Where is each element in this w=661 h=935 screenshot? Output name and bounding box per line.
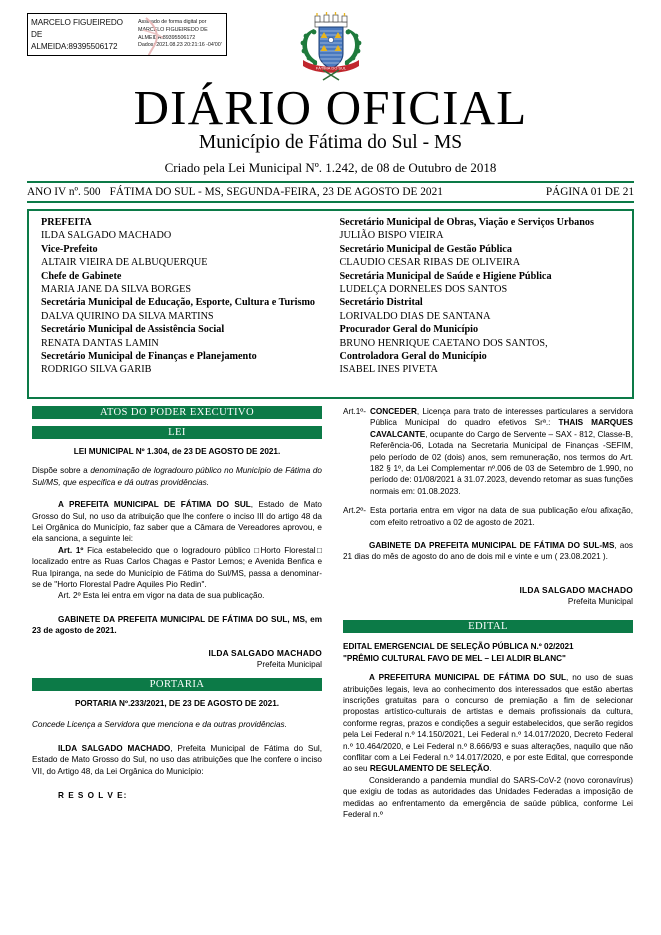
infobar-place-date: FÁTIMA DO SUL - MS, SEGUNDA-FEIRA, 23 DE AGOSTO DE 2021 [109,186,443,198]
official-role: Secretário Municipal de Assistência Social [41,324,225,336]
official-name: LUDELÇA DORNELES DOS SANTOS [339,284,508,296]
edital-paragraph-1 [343,672,633,775]
portaria-gabinete-text: , aos 21 dias do mês de agosto do ano de dois mil e vinte e um ( 23.08.2021 ). [343,541,633,562]
official-name: RENATA DANTAS LAMIN [41,337,159,349]
portaria-resolve: R E S O L V E: [58,791,128,801]
official-name: DALVA QUIRINO DA SILVA MARTINS [41,310,214,322]
gazette-subtitle: Município de Fátima do Sul - MS [198,132,463,153]
officials-box [27,209,634,399]
svg-text:FÁTIMA DO SUL: FÁTIMA DO SUL [315,65,347,71]
infobar-bottom-rule [27,201,634,203]
lei-signer-name: ILDA SALGADO MACHADO [208,647,322,658]
official-role: Secretário Municipal de Obras, Viação e Serviços Urbanos [339,217,594,228]
official-name: BRUNO HENRIQUE CAETANO DOS SANTOS, [339,337,548,349]
portaria-signer-title: Prefeita Municipal [567,597,633,607]
section-banner-portaria: PORTARIA [32,678,322,691]
portaria-art2-label: Art.2º- [343,506,367,516]
lei-art1-text: Fica estabelecido que o logradouro público □Horto Florestal□ localizado entre as Ruas Carlos Chagas e Pastor Lemos; e Avenida Benfica e Rua Ipiranga, na sede do Município de Fátima do Sul/MS, passa a denominar-se de "Horto Florestal Padre Aquiles Pio Redin". [32,545,322,590]
edital-p1-regulation: REGULAMENTO DE SELEÇÃO [369,764,490,774]
official-name: JULIÃO BISPO VIEIRA [339,230,444,242]
official-role: Controladora Geral do Município [339,351,487,363]
section-banner-edital: EDITAL [343,620,633,633]
gazette-title: DIÁRIO OFICIAL [133,80,528,135]
section-banner-lei: LEI [32,426,322,439]
official-role: PREFEITA [41,217,92,228]
lei-art1 [32,545,322,591]
portaria-heading: PORTARIA Nº.233/2021, DE 23 DE AGOSTO DE 2021. [74,699,280,709]
portaria-art1-part1: , Licença para trato de interesses particulares a servidora Pública Municipal do quadro efetivos Srª.: [370,407,633,428]
edital-p1-entity: A PREFEITURA MUNICIPAL DE FÁTIMA DO SUL [369,673,566,683]
officials-column-right [331,216,633,397]
official-role: Chefe de Gabinete [41,270,122,282]
portaria-art1-part2: , ocupante do Cargo de Servente – SAX - 812, Classe-B, Referência-06, Lotada na Secretaria Municipal de Finanças -SEFIM, pelo período de 02 (dois) anos, sem remuneração, nos termos do Art. 182 § 1º, da Lei Complementar nº.006 de 03 de Setembro de 1.990, no período de: 01/08/2021 à 31.07.2023, devendo retomar as suas funções normais em: 01.08.2023. [370,429,633,496]
municipal-coat-of-arms [295,12,367,82]
lei-signature-block [32,648,322,671]
portaria-preamble [32,743,322,777]
infobar-edition: ANO IV nº. 500 [27,186,101,198]
portaria-ementa: Concede Licença a Servidora que menciona e da outras providências. [32,719,287,729]
section-banner-atos-poder-executivo: ATOS DO PODER EXECUTIVO [32,406,322,419]
edital-p1-text: , no uso de suas atribuições legais, leva ao conhecimento dos interessados que estão abertas inscrições gratuitas para o concurso de premiação a fim de selecionar propostas artístico-culturais de artistas e demais profissionais da cultura, conforme regras, prazos e condições a seguir estabelecidos, que serão regidos pela Lei Federal n.º 14.150/2021, Lei Federal n.º 14.017/2020, Decreto Federal n.º 10.464/2020, e Lei Federal n.º 8.666/93 e suas alterações, naquilo que não conflitar com a Lei Federal n.º 14.017/2020, e por este Edital, que corresponde ao seu [343,673,633,774]
official-role: Vice-Prefeito [41,243,98,255]
official-role: Secretário Municipal de Gestão Pública [339,243,512,255]
edital-paragraph-2: Considerando a pandemia mundial do SARS-CoV-2 (novo coronavírus) que exigiu de todas as autoridades das Unidades Federadas a imposição de medidas ao enfrentamento da emergência de saúde pública, conforme Lei Federal n.º [343,775,633,820]
official-name: ALTAIR VIEIRA DE ALBUQUERQUE [41,257,208,269]
officials-column-left [29,216,331,397]
lei-art2-label: Art. 2º [58,591,81,601]
lei-ementa-body: denominação de logradouro público no Município de Fátima do Sul/MS, que especifica e dá outras providências. [32,466,322,487]
portaria-preamble-signer: ILDA SALGADO MACHADO [58,744,171,753]
infobar-top-rule [27,181,634,183]
infobar [27,184,634,200]
shield-element [319,27,343,69]
portaria-signer-name: ILDA SALGADO MACHADO [519,584,633,595]
lei-heading: LEI MUNICIPAL Nº 1.304, de 23 DE AGOSTO DE 2021. [73,447,281,456]
masthead [0,82,661,177]
lei-art2 [32,590,322,601]
portaria-gabinete-entity: GABINETE DA PREFEITA MUNICIPAL DE FÁTIMA DO SUL-MS [369,541,615,551]
lei-art2-text: Esta lei entra em vigor na data de sua publicação. [82,591,265,601]
portaria-art1-body [370,406,633,497]
signature-details: Assinado de forma digital por MARCELO FIGUEIREDO DE ALMEIDA:89395506172 Dados: 2021.08.23 20:21:16 -04'00' [138,19,222,49]
official-role: Secretário Municipal de Finanças e Planejamento [41,351,257,363]
lei-ementa [32,465,322,488]
edital-heading-line2: "PRÊMIO CULTURAL FAVO DE MEL – LEI ALDIR BLANC" [343,653,566,663]
portaria-art2 [343,505,633,528]
lei-art1-label: Art. 1º [58,545,84,555]
official-role: Secretária Municipal de Educação, Esporte, Cultura e Turismo [41,297,316,309]
right-column [343,406,633,826]
gazette-creation-law: Criado pela Lei Municipal Nº. 1.242, de 08 de Outubro de 2018 [164,160,497,175]
official-name: MARIA JANE DA SILVA BORGES [41,284,192,296]
portaria-art1-beneficiary: THAIS MARQUES CAVALCANTE [370,418,634,439]
portaria-preamble-text: , Prefeita Municipal de Fátima do Sul, Estado de Mato Grosso do Sul, no uso das atribuições que lhe confere o inciso VII, do Artigo 48, da Lei Orgânica do Município: [32,744,322,776]
lei-gabinete: GABINETE DA PREFEITA MUNICIPAL DE FÁTIMA DO SUL, MS, em 23 de agosto de 2021. [32,614,322,636]
lei-preamble [32,499,322,545]
portaria-art1-label: Art.1º- [343,407,367,416]
official-role: Procurador Geral do Município [339,324,479,336]
portaria-art2-text: Esta portaria entra em vigor na data de sua publicação e/ou afixação, com efeito retroativo a 02 de agosto de 2021. [370,506,633,527]
edital-heading-line1: EDITAL EMERGENCIAL DE SELEÇÃO PÚBLICA N.º 02/2021 [343,642,574,652]
signature-signer-name: MARCELO FIGUEIREDO DE ALMEIDA:89395506172 [31,17,123,51]
digital-signature-stamp [27,13,227,56]
lei-preamble-entity: A PREFEITA MUNICIPAL DE FÁTIMA DO SUL [58,500,251,510]
portaria-art1-verb: CONCEDER [370,407,417,416]
portaria-signature-block [343,585,633,608]
crown-element [315,12,347,27]
lei-signer-title: Prefeita Municipal [256,660,322,670]
lei-preamble-text: , Estado de Mato Grosso do Sul, no uso da atribuição que lhe confere o inciso III do artigo 48 da Lei Orgânica do Município, faz saber que a Câmara de Vereadores aprovou, e ela sanciona, a seguinte lei: [32,500,322,544]
official-name: ILDA SALGADO MACHADO [41,230,172,242]
lei-ementa-lead: Dispõe sobre a [32,466,91,476]
left-column [32,406,322,808]
edital-p1-period: . [489,764,492,774]
official-name: CLAUDIO CESAR RIBAS DE OLIVEIRA [339,257,521,269]
official-role: Secretária Municipal de Saúde e Higiene Pública [339,270,552,282]
infobar-page: PÁGINA 01 DE 21 [545,186,634,198]
official-name: RODRIGO SILVA GARIB [41,364,152,376]
portaria-gabinete [343,540,633,563]
portaria-art1 [343,406,633,497]
official-name: LORIVALDO DIAS DE SANTANA [339,310,491,322]
official-role: Secretário Distrital [339,297,423,309]
official-name: ISABEL INES PIVETA [339,364,438,376]
